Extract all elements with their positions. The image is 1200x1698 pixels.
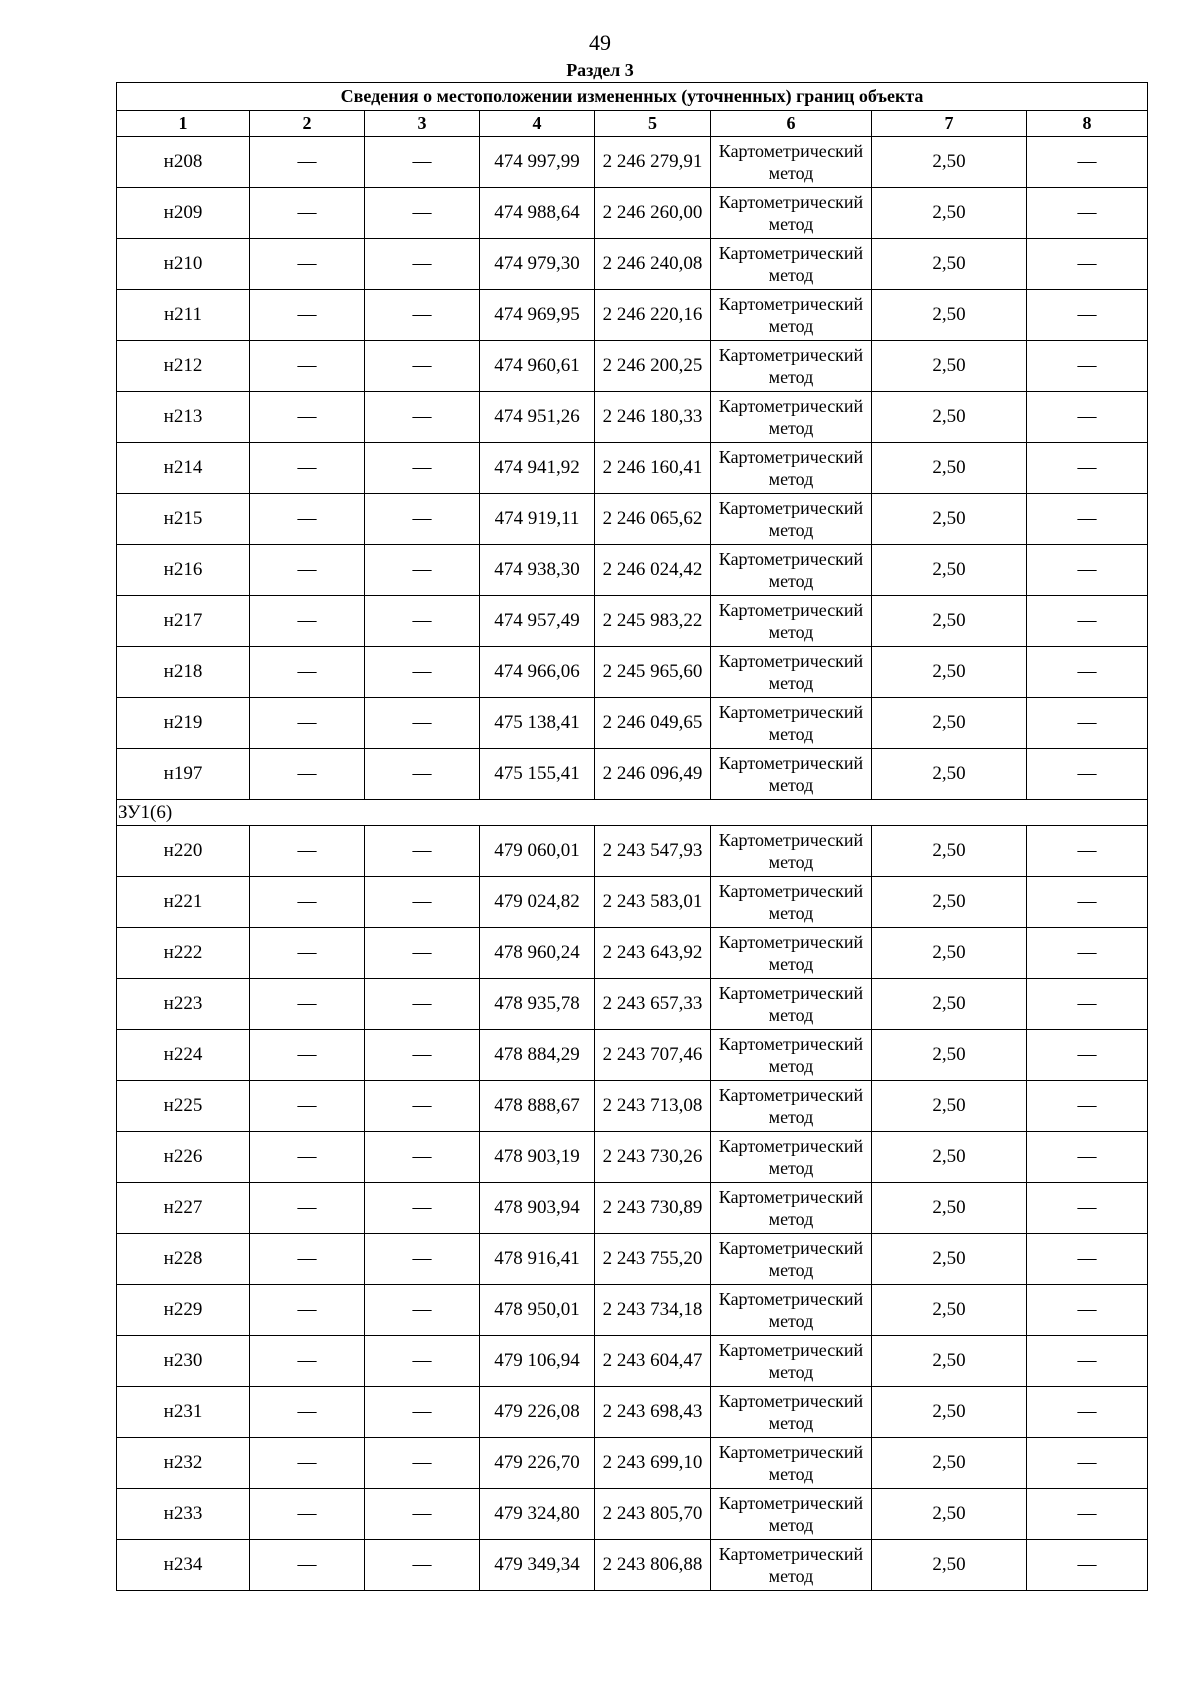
cell-col-7: 2,50 [872,341,1027,392]
cell-col-5: 2 246 096,49 [595,749,711,800]
cell-col-2: — [250,1540,365,1591]
cell-col-3: — [365,1234,480,1285]
column-header-6: 6 [711,111,872,137]
cell-col-8: — [1027,1030,1148,1081]
cell-col-4: 479 349,34 [480,1540,595,1591]
cell-col-2: — [250,1030,365,1081]
cell-col-1: н220 [117,826,250,877]
table-row [117,137,1148,188]
cell-col-1: н227 [117,1183,250,1234]
cell-col-2: — [250,545,365,596]
cell-col-1: н226 [117,1132,250,1183]
cell-col-3: — [365,647,480,698]
table-row [117,928,1148,979]
table-row [117,877,1148,928]
cell-col-6: Картометрический метод [711,877,872,928]
column-header-4: 4 [480,111,595,137]
cell-col-4: 478 888,67 [480,1081,595,1132]
cell-col-5: 2 246 180,33 [595,392,711,443]
table-row [117,826,1148,877]
cell-col-2: — [250,1489,365,1540]
cell-col-8: — [1027,928,1148,979]
cell-col-1: н209 [117,188,250,239]
cell-col-2: — [250,188,365,239]
table-row [117,1336,1148,1387]
cell-col-2: — [250,1081,365,1132]
cell-col-8: — [1027,443,1148,494]
cell-col-7: 2,50 [872,1030,1027,1081]
cell-col-8: — [1027,1387,1148,1438]
cell-col-8: — [1027,1132,1148,1183]
cell-col-2: — [250,341,365,392]
cell-col-3: — [365,1030,480,1081]
boundary-coordinates-table [116,82,1148,1591]
cell-col-5: 2 246 160,41 [595,443,711,494]
cell-col-2: — [250,1234,365,1285]
cell-col-4: 479 226,70 [480,1438,595,1489]
cell-col-3: — [365,928,480,979]
cell-col-8: — [1027,1438,1148,1489]
cell-col-6: Картометрический метод [711,928,872,979]
cell-col-1: н225 [117,1081,250,1132]
cell-col-7: 2,50 [872,239,1027,290]
cell-col-4: 474 951,26 [480,392,595,443]
cell-col-3: — [365,979,480,1030]
cell-col-6: Картометрический метод [711,239,872,290]
cell-col-7: 2,50 [872,596,1027,647]
cell-col-3: — [365,596,480,647]
column-header-2: 2 [250,111,365,137]
cell-col-1: н213 [117,392,250,443]
cell-col-2: — [250,877,365,928]
cell-col-5: 2 243 730,89 [595,1183,711,1234]
cell-col-2: — [250,826,365,877]
cell-col-4: 474 941,92 [480,443,595,494]
cell-col-5: 2 243 604,47 [595,1336,711,1387]
cell-col-1: н208 [117,137,250,188]
cell-col-6: Картометрический метод [711,1336,872,1387]
column-header-7: 7 [872,111,1027,137]
cell-col-1: н212 [117,341,250,392]
cell-col-3: — [365,443,480,494]
cell-col-7: 2,50 [872,1132,1027,1183]
cell-col-2: — [250,596,365,647]
cell-col-4: 478 935,78 [480,979,595,1030]
cell-col-6: Картометрический метод [711,1234,872,1285]
cell-col-5: 2 243 657,33 [595,979,711,1030]
cell-col-6: Картометрический метод [711,1387,872,1438]
cell-col-5: 2 243 805,70 [595,1489,711,1540]
cell-col-7: 2,50 [872,137,1027,188]
table-row [117,979,1148,1030]
cell-col-8: — [1027,979,1148,1030]
cell-col-2: — [250,290,365,341]
cell-col-4: 474 919,11 [480,494,595,545]
cell-col-4: 479 024,82 [480,877,595,928]
cell-col-7: 2,50 [872,1336,1027,1387]
cell-col-8: — [1027,647,1148,698]
cell-col-1: н197 [117,749,250,800]
cell-col-6: Картометрический метод [711,698,872,749]
cell-col-4: 474 960,61 [480,341,595,392]
cell-col-8: — [1027,545,1148,596]
cell-col-6: Картометрический метод [711,545,872,596]
cell-col-7: 2,50 [872,392,1027,443]
cell-col-3: — [365,749,480,800]
cell-col-5: 2 243 583,01 [595,877,711,928]
table-row [117,290,1148,341]
cell-col-2: — [250,137,365,188]
cell-col-2: — [250,494,365,545]
cell-col-7: 2,50 [872,290,1027,341]
cell-col-7: 2,50 [872,1234,1027,1285]
cell-col-4: 474 966,06 [480,647,595,698]
cell-col-5: 2 243 547,93 [595,826,711,877]
table-row [117,188,1148,239]
cell-col-7: 2,50 [872,1285,1027,1336]
cell-col-4: 479 226,08 [480,1387,595,1438]
column-header-5: 5 [595,111,711,137]
cell-col-5: 2 246 279,91 [595,137,711,188]
cell-col-3: — [365,137,480,188]
cell-col-8: — [1027,494,1148,545]
cell-col-7: 2,50 [872,877,1027,928]
table-row [117,494,1148,545]
cell-col-5: 2 243 699,10 [595,1438,711,1489]
cell-col-5: 2 246 240,08 [595,239,711,290]
cell-col-6: Картометрический метод [711,1438,872,1489]
cell-col-5: 2 243 806,88 [595,1540,711,1591]
cell-col-1: н221 [117,877,250,928]
cell-col-7: 2,50 [872,1540,1027,1591]
cell-col-3: — [365,290,480,341]
cell-col-2: — [250,1438,365,1489]
table-row [117,698,1148,749]
cell-col-1: н231 [117,1387,250,1438]
column-header-3: 3 [365,111,480,137]
table-row [117,1234,1148,1285]
cell-col-5: 2 243 698,43 [595,1387,711,1438]
cell-col-2: — [250,928,365,979]
cell-col-7: 2,50 [872,494,1027,545]
cell-col-2: — [250,749,365,800]
cell-col-3: — [365,1489,480,1540]
cell-col-5: 2 243 713,08 [595,1081,711,1132]
cell-col-7: 2,50 [872,188,1027,239]
cell-col-5: 2 243 734,18 [595,1285,711,1336]
page-number: 49 [589,30,611,55]
table-row [117,443,1148,494]
cell-col-6: Картометрический метод [711,290,872,341]
table-row [117,596,1148,647]
table-row [117,545,1148,596]
cell-col-8: — [1027,1336,1148,1387]
cell-col-5: 2 246 049,65 [595,698,711,749]
cell-col-7: 2,50 [872,1489,1027,1540]
table-row [117,392,1148,443]
cell-col-1: н210 [117,239,250,290]
cell-col-8: — [1027,1489,1148,1540]
table-row [117,1030,1148,1081]
cell-col-4: 474 979,30 [480,239,595,290]
cell-col-8: — [1027,1540,1148,1591]
cell-col-2: — [250,1336,365,1387]
cell-col-6: Картометрический метод [711,188,872,239]
cell-col-2: — [250,239,365,290]
cell-col-4: 478 903,19 [480,1132,595,1183]
cell-col-3: — [365,1336,480,1387]
cell-col-1: н234 [117,1540,250,1591]
cell-col-5: 2 243 755,20 [595,1234,711,1285]
cell-col-6: Картометрический метод [711,647,872,698]
cell-col-8: — [1027,1183,1148,1234]
cell-col-7: 2,50 [872,1183,1027,1234]
cell-col-8: — [1027,749,1148,800]
table-row [117,341,1148,392]
cell-col-4: 475 138,41 [480,698,595,749]
cell-col-8: — [1027,877,1148,928]
table-body [117,137,1148,1591]
cell-col-6: Картометрический метод [711,596,872,647]
cell-col-7: 2,50 [872,749,1027,800]
cell-col-1: н211 [117,290,250,341]
cell-col-2: — [250,1183,365,1234]
cell-col-8: — [1027,826,1148,877]
cell-col-3: — [365,1285,480,1336]
section-title: Раздел 3 [566,60,634,80]
cell-col-6: Картометрический метод [711,1132,872,1183]
cell-col-3: — [365,188,480,239]
cell-col-7: 2,50 [872,928,1027,979]
cell-col-7: 2,50 [872,545,1027,596]
cell-col-1: н219 [117,698,250,749]
cell-col-4: 474 988,64 [480,188,595,239]
cell-col-1: н230 [117,1336,250,1387]
cell-col-3: — [365,1132,480,1183]
cell-col-8: — [1027,1234,1148,1285]
cell-col-5: 2 246 200,25 [595,341,711,392]
cell-col-3: — [365,877,480,928]
cell-col-3: — [365,1438,480,1489]
group-label: ЗУ1(6) [117,800,1148,826]
cell-col-5: 2 243 707,46 [595,1030,711,1081]
table-row [117,1489,1148,1540]
cell-col-3: — [365,341,480,392]
cell-col-6: Картометрический метод [711,443,872,494]
cell-col-2: — [250,1132,365,1183]
cell-col-4: 478 884,29 [480,1030,595,1081]
cell-col-6: Картометрический метод [711,494,872,545]
cell-col-7: 2,50 [872,698,1027,749]
cell-col-8: — [1027,341,1148,392]
cell-col-3: — [365,1081,480,1132]
cell-col-8: — [1027,1081,1148,1132]
cell-col-5: 2 246 260,00 [595,188,711,239]
cell-col-4: 478 950,01 [480,1285,595,1336]
cell-col-3: — [365,1540,480,1591]
cell-col-4: 474 957,49 [480,596,595,647]
cell-col-2: — [250,698,365,749]
cell-col-1: н233 [117,1489,250,1540]
cell-col-3: — [365,494,480,545]
table-row [117,1132,1148,1183]
cell-col-2: — [250,979,365,1030]
group-label-row [117,800,1148,826]
cell-col-5: 2 246 024,42 [595,545,711,596]
table-row [117,1081,1148,1132]
cell-col-7: 2,50 [872,647,1027,698]
cell-col-4: 478 960,24 [480,928,595,979]
cell-col-1: н217 [117,596,250,647]
cell-col-1: н214 [117,443,250,494]
cell-col-5: 2 246 220,16 [595,290,711,341]
cell-col-7: 2,50 [872,979,1027,1030]
table-row [117,1387,1148,1438]
cell-col-8: — [1027,392,1148,443]
cell-col-8: — [1027,596,1148,647]
cell-col-6: Картометрический метод [711,341,872,392]
cell-col-3: — [365,698,480,749]
table-row [117,749,1148,800]
cell-col-1: н215 [117,494,250,545]
cell-col-1: н229 [117,1285,250,1336]
cell-col-6: Картометрический метод [711,1030,872,1081]
cell-col-1: н222 [117,928,250,979]
table-title: Сведения о местоположении измененных (уточненных) границ объекта [117,83,1148,111]
cell-col-3: — [365,239,480,290]
cell-col-8: — [1027,239,1148,290]
cell-col-8: — [1027,290,1148,341]
cell-col-7: 2,50 [872,1081,1027,1132]
cell-col-8: — [1027,698,1148,749]
cell-col-6: Картометрический метод [711,1183,872,1234]
cell-col-8: — [1027,1285,1148,1336]
cell-col-2: — [250,1387,365,1438]
cell-col-1: н232 [117,1438,250,1489]
cell-col-3: — [365,392,480,443]
column-header-1: 1 [117,111,250,137]
cell-col-5: 2 243 730,26 [595,1132,711,1183]
cell-col-1: н218 [117,647,250,698]
cell-col-5: 2 245 983,22 [595,596,711,647]
cell-col-4: 474 938,30 [480,545,595,596]
cell-col-6: Картометрический метод [711,1285,872,1336]
cell-col-4: 474 969,95 [480,290,595,341]
cell-col-7: 2,50 [872,443,1027,494]
table-row [117,239,1148,290]
cell-col-6: Картометрический метод [711,392,872,443]
cell-col-1: н228 [117,1234,250,1285]
table-row [117,647,1148,698]
table-row [117,1183,1148,1234]
cell-col-4: 479 106,94 [480,1336,595,1387]
cell-col-1: н224 [117,1030,250,1081]
cell-col-6: Картометрический метод [711,826,872,877]
cell-col-4: 478 916,41 [480,1234,595,1285]
cell-col-6: Картометрический метод [711,1081,872,1132]
cell-col-4: 479 060,01 [480,826,595,877]
table-row [117,1438,1148,1489]
cell-col-3: — [365,826,480,877]
cell-col-6: Картометрический метод [711,1489,872,1540]
cell-col-7: 2,50 [872,1387,1027,1438]
column-header-row [117,111,1148,137]
cell-col-2: — [250,443,365,494]
table-row [117,1540,1148,1591]
cell-col-4: 479 324,80 [480,1489,595,1540]
cell-col-2: — [250,1285,365,1336]
cell-col-3: — [365,1183,480,1234]
cell-col-8: — [1027,137,1148,188]
cell-col-3: — [365,545,480,596]
cell-col-2: — [250,647,365,698]
cell-col-4: 475 155,41 [480,749,595,800]
cell-col-8: — [1027,188,1148,239]
cell-col-6: Картометрический метод [711,1540,872,1591]
cell-col-6: Картометрический метод [711,137,872,188]
cell-col-2: — [250,392,365,443]
cell-col-4: 478 903,94 [480,1183,595,1234]
cell-col-4: 474 997,99 [480,137,595,188]
cell-col-7: 2,50 [872,826,1027,877]
cell-col-5: 2 246 065,62 [595,494,711,545]
cell-col-6: Картометрический метод [711,749,872,800]
table-row [117,1285,1148,1336]
cell-col-5: 2 243 643,92 [595,928,711,979]
cell-col-3: — [365,1387,480,1438]
cell-col-1: н216 [117,545,250,596]
cell-col-5: 2 245 965,60 [595,647,711,698]
column-header-8: 8 [1027,111,1148,137]
cell-col-7: 2,50 [872,1438,1027,1489]
cell-col-1: н223 [117,979,250,1030]
cell-col-6: Картометрический метод [711,979,872,1030]
